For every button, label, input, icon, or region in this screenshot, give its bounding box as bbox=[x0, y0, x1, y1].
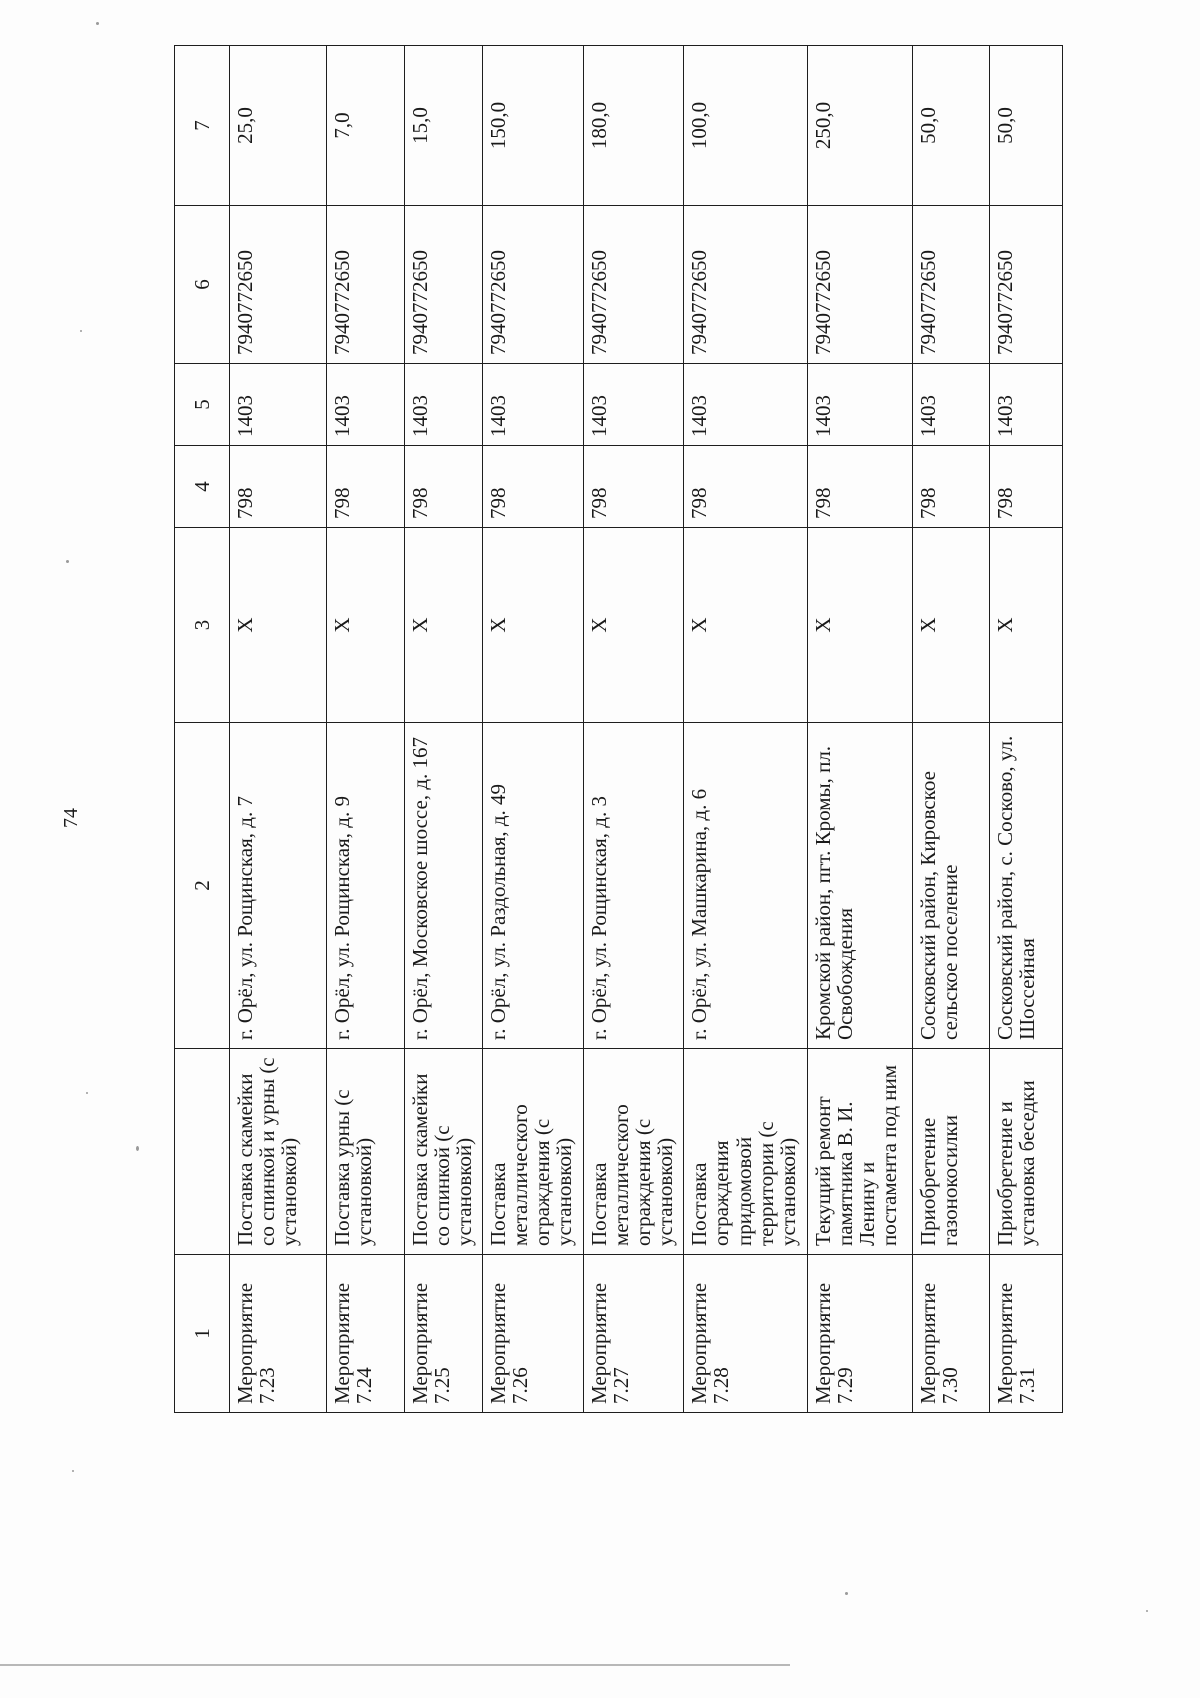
amount-cell: 100,0 bbox=[684, 46, 808, 206]
table-row bbox=[684, 46, 808, 1413]
mark-cell: Х bbox=[990, 528, 1063, 723]
event-description-cell: Поставка урны (с установкой) bbox=[327, 1049, 405, 1255]
mark-cell: Х bbox=[230, 528, 327, 723]
table-row bbox=[990, 46, 1063, 1413]
code-cell: 798 bbox=[483, 446, 584, 528]
header-col-7: 7 bbox=[175, 46, 230, 206]
mark-cell: Х bbox=[808, 528, 913, 723]
address-cell: г. Орёл, Московское шоссе, д. 167 bbox=[405, 723, 483, 1049]
code-cell: 798 bbox=[990, 446, 1063, 528]
event-id-cell: Мероприятие 7.24 bbox=[327, 1255, 405, 1413]
scan-bottom-edge bbox=[0, 1664, 790, 1666]
event-description-cell: Поставка скамейки со спинкой (с установкой) bbox=[405, 1049, 483, 1255]
event-id-cell: Мероприятие 7.29 bbox=[808, 1255, 913, 1413]
target-code-cell: 7940772650 bbox=[327, 206, 405, 364]
address-cell: г. Орёл, ул. Рощинская, д. 3 bbox=[583, 723, 684, 1049]
mark-cell: Х bbox=[912, 528, 990, 723]
section-cell: 1403 bbox=[327, 364, 405, 446]
scan-speck bbox=[80, 330, 82, 332]
event-description-cell: Поставка ограждения придомовой территории (с установкой) bbox=[684, 1049, 808, 1255]
target-code-cell: 7940772650 bbox=[912, 206, 990, 364]
scan-speck bbox=[1146, 1610, 1148, 1612]
amount-cell: 180,0 bbox=[583, 46, 684, 206]
code-cell: 798 bbox=[684, 446, 808, 528]
table-row bbox=[808, 46, 913, 1413]
scan-speck bbox=[96, 22, 99, 25]
scan-speck bbox=[86, 1092, 88, 1094]
table-row bbox=[327, 46, 405, 1413]
scan-speck bbox=[136, 1146, 139, 1151]
mark-cell: Х bbox=[684, 528, 808, 723]
event-description-cell: Поставка металлического ограждения (с установкой) bbox=[483, 1049, 584, 1255]
mark-cell: Х bbox=[405, 528, 483, 723]
table-row bbox=[230, 46, 327, 1413]
amount-cell: 50,0 bbox=[990, 46, 1063, 206]
target-code-cell: 7940772650 bbox=[230, 206, 327, 364]
header-col-1b bbox=[175, 1049, 230, 1255]
table-row bbox=[583, 46, 684, 1413]
event-id-cell: Мероприятие 7.25 bbox=[405, 1255, 483, 1413]
header-col-3: 3 bbox=[175, 528, 230, 723]
address-cell: Кромской район, пгт. Кромы, пл. Освобождения bbox=[808, 723, 913, 1049]
event-id-cell: Мероприятие 7.23 bbox=[230, 1255, 327, 1413]
scan-speck bbox=[66, 560, 69, 563]
target-code-cell: 7940772650 bbox=[483, 206, 584, 364]
code-cell: 798 bbox=[327, 446, 405, 528]
section-cell: 1403 bbox=[483, 364, 584, 446]
code-cell: 798 bbox=[230, 446, 327, 528]
header-col-4: 4 bbox=[175, 446, 230, 528]
table-frame bbox=[174, 46, 1063, 1413]
event-description-cell: Поставка скамейки со спинкой и урны (с установкой) bbox=[230, 1049, 327, 1255]
event-id-cell: Мероприятие 7.27 bbox=[583, 1255, 684, 1413]
amount-cell: 15,0 bbox=[405, 46, 483, 206]
event-id-cell: Мероприятие 7.30 bbox=[912, 1255, 990, 1413]
table-row bbox=[912, 46, 990, 1413]
address-cell: г. Орёл, ул. Раздольная, д. 49 bbox=[483, 723, 584, 1049]
event-id-cell: Мероприятие 7.31 bbox=[990, 1255, 1063, 1413]
section-cell: 1403 bbox=[684, 364, 808, 446]
code-cell: 798 bbox=[405, 446, 483, 528]
table-row bbox=[483, 46, 584, 1413]
event-description-cell: Текущий ремонт памятника В. И. Ленину и постамента под ним bbox=[808, 1049, 913, 1255]
section-cell: 1403 bbox=[583, 364, 684, 446]
code-cell: 798 bbox=[808, 446, 913, 528]
budget-table bbox=[174, 45, 1063, 1413]
code-cell: 798 bbox=[912, 446, 990, 528]
header-row bbox=[175, 46, 230, 1413]
address-cell: г. Орёл, ул. Машкарина, д. 6 bbox=[684, 723, 808, 1049]
amount-cell: 150,0 bbox=[483, 46, 584, 206]
event-description-cell: Приобретение газонокосилки bbox=[912, 1049, 990, 1255]
event-id-cell: Мероприятие 7.26 bbox=[483, 1255, 584, 1413]
scan-speck bbox=[72, 1470, 74, 1472]
section-cell: 1403 bbox=[990, 364, 1063, 446]
address-cell: Сосковский район, с. Сосково, ул. Шоссейная bbox=[990, 723, 1063, 1049]
section-cell: 1403 bbox=[230, 364, 327, 446]
event-description-cell: Приобретение и установка беседки bbox=[990, 1049, 1063, 1255]
address-cell: г. Орёл, ул. Рощинская, д. 7 bbox=[230, 723, 327, 1049]
address-cell: г. Орёл, ул. Рощинская, д. 9 bbox=[327, 723, 405, 1049]
event-id-cell: Мероприятие 7.28 bbox=[684, 1255, 808, 1413]
header-col-2: 2 bbox=[175, 723, 230, 1049]
section-cell: 1403 bbox=[405, 364, 483, 446]
amount-cell: 25,0 bbox=[230, 46, 327, 206]
target-code-cell: 7940772650 bbox=[990, 206, 1063, 364]
target-code-cell: 7940772650 bbox=[808, 206, 913, 364]
header-col-5: 5 bbox=[175, 364, 230, 446]
section-cell: 1403 bbox=[808, 364, 913, 446]
code-cell: 798 bbox=[583, 446, 684, 528]
mark-cell: Х bbox=[483, 528, 584, 723]
mark-cell: Х bbox=[583, 528, 684, 723]
address-cell: Сосковский район, Кировское сельское поселение bbox=[912, 723, 990, 1049]
target-code-cell: 7940772650 bbox=[405, 206, 483, 364]
header-col-1: 1 bbox=[175, 1255, 230, 1413]
event-description-cell: Поставка металлического ограждения (с установкой) bbox=[583, 1049, 684, 1255]
table-row bbox=[405, 46, 483, 1413]
header-col-6: 6 bbox=[175, 206, 230, 364]
target-code-cell: 7940772650 bbox=[583, 206, 684, 364]
page-number: 74 bbox=[60, 808, 82, 828]
target-code-cell: 7940772650 bbox=[684, 206, 808, 364]
amount-cell: 50,0 bbox=[912, 46, 990, 206]
amount-cell: 7,0 bbox=[327, 46, 405, 206]
scan-speck bbox=[845, 1592, 848, 1595]
amount-cell: 250,0 bbox=[808, 46, 913, 206]
mark-cell: Х bbox=[327, 528, 405, 723]
section-cell: 1403 bbox=[912, 364, 990, 446]
